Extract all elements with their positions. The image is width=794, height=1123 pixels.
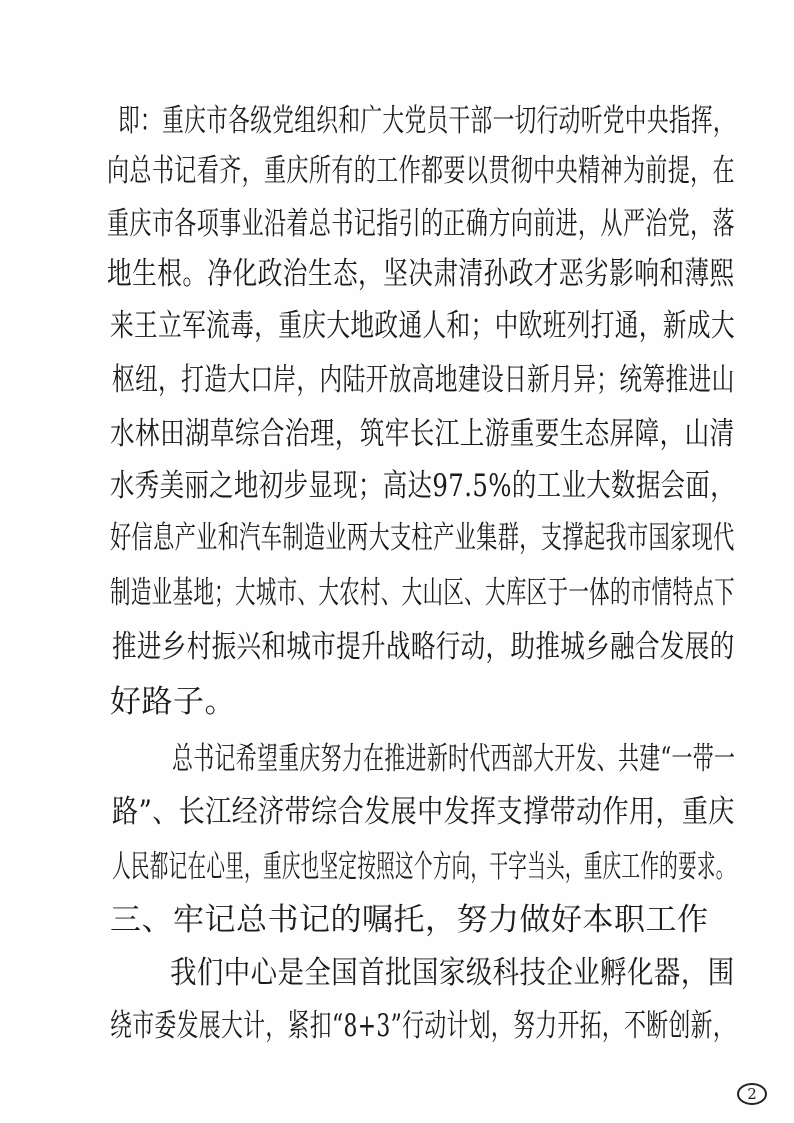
letter-line: 向总书记看齐，重庆所有的工作都要以贯彻中央精神为前提，在 [107,153,735,189]
letter-line: 推进乡村振兴和城市提升战略行动，助推城乡融合发展的 [112,629,735,665]
letter-line: 地生根。净化政治生态，坚决肃清孙政才恶劣影响和薄熙 [107,256,735,292]
letter-line: 重庆市各项事业沿着总书记指引的正确方向前进，从严治党，落 [107,206,735,242]
letter-line: 水秀美丽之地初步显现；高达97.5%的工业大数据会面， [110,468,736,504]
letter-line: 好信息产业和汽车制造业两大支柱产业集群，支撑起我市国家现代 [110,520,735,556]
letter-line: 人民都记在心里，重庆也坚定按照这个方向，干字当头，重庆工作的要求。 [112,849,735,885]
letter-line: 枢纽，打造大口岸，内陆开放高地建设日新月异；统筹推进山 [112,362,735,398]
letter-line: 来王立军流毒，重庆大地政通人和；中欧班列打通，新成大 [110,308,735,344]
letter-line: 绕市委发展大计，紧扣“8+3”行动计划，努力开拓，不断创新， [110,1008,736,1044]
letter-line: 我们中心是全国首批国家级科技企业孵化器，围 [170,955,735,991]
letter-line: 即：重庆市各级党组织和广大党员干部一切行动听党中央指挥， [118,103,735,139]
letter-line: 水林田湖草综合治理，筑牢长江上游重要生态屏障，山清 [110,416,735,452]
letter-line: 三、牢记总书记的嘱托，努力做好本职工作 [110,902,709,938]
letter-line: 路”、长江经济带综合发展中发挥支撑带动作用，重庆 [112,794,735,830]
letter-line: 好路子。 [110,684,236,720]
page-number: 2 [737,1083,767,1105]
letter-line: 总书记希望重庆努力在推进新时代西部大开发、共建“一带一 [172,741,736,777]
letter-line: 制造业基地；大城市、大农村、大山区、大库区于一体的市情特点下 [110,575,736,611]
